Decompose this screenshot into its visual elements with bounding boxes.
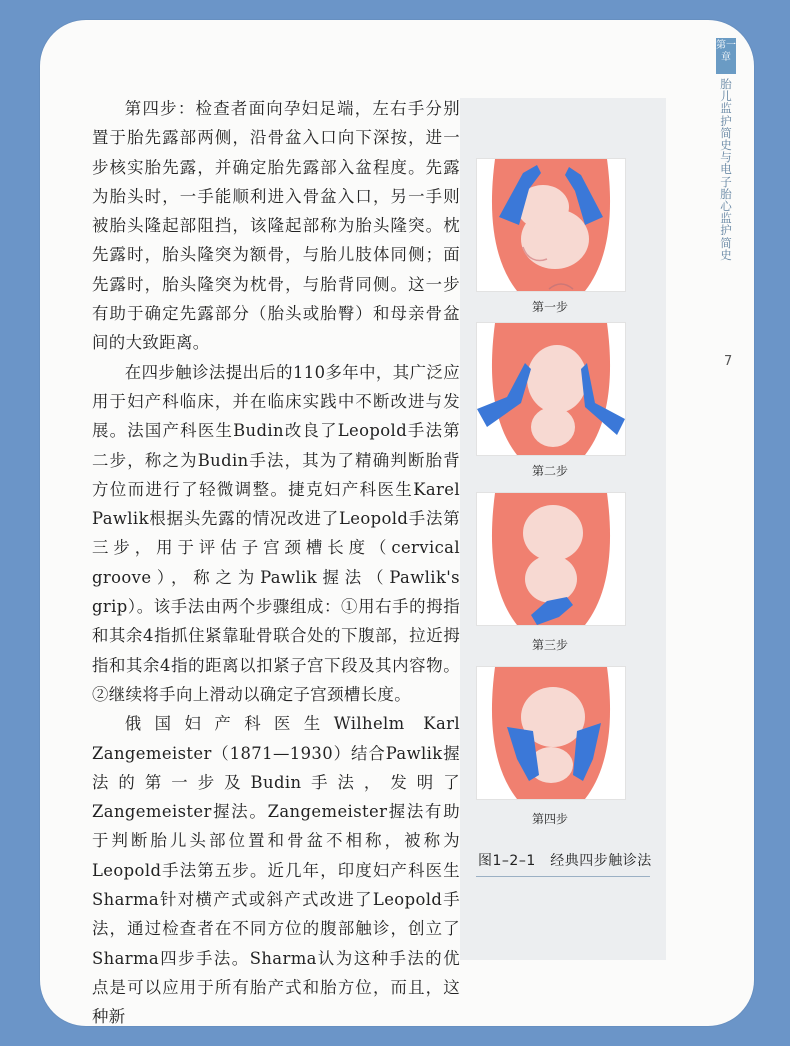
chapter-label: 第一章 xyxy=(716,38,736,74)
figure-panel-step-4 xyxy=(476,666,626,800)
page-number: 7 xyxy=(724,354,733,369)
paragraph: 俄国妇产科医生Wilhelm Karl Zangemeister（1871—1930）结合Pawlik握法的第一步及Budin手法，发明了Zangemeister握法。Zangemeister握法有助于判断胎儿头部位置和骨盆不相称，被称为Leopold手法第五步。近几年，印度妇产科医生Sharma针对横产式或斜产式改进了Leopold手法，通过检查者在不同方位的腹部触诊，创立了Sharma四步手法。Sharma认为这种手法的优点是可以应用于所有胎产式和胎方位，而且，这种新 xyxy=(92,714,460,1026)
figure-panel-step-2 xyxy=(476,322,626,456)
figure-title: 图1–2–1 经典四步触诊法 xyxy=(478,853,652,869)
panel-caption: 第四步 xyxy=(531,812,568,826)
paragraph: 在四步触诊法提出后的110多年中，其广泛应用于妇产科临床，并在临床实践中不断改进与发展。法国产科医生Budin改良了Leopold手法第二步，称之为Budin手法，其为了精确判断胎背方位而进行了轻微调整。捷克妇产科医生Karel Pawlik根据头先露的情况改进了Leopold手法第三步，用于评估子宫颈槽长度（cervical groove），称之为Pawlik握法（Pawlik's grip）。该手法由两个步骤组成：①用右手的拇指和其余4指抓住紧靠耻骨联合处的下腹部，拉近拇指和其余4指的距离以扣紧子宫下段及其内容物。②继续将手向上滑动以确定子宫颈槽长度。 xyxy=(92,362,460,704)
panel-caption: 第一步 xyxy=(531,300,568,314)
panel-caption: 第二步 xyxy=(531,464,568,478)
book-page xyxy=(40,20,754,1026)
chapter-side-tab xyxy=(716,38,736,261)
paragraph: 第四步：检查者面向孕妇足端，左右手分别置于胎先露部两侧，沿骨盆入口向下深按，进一步核实胎先露，并确定胎先露部入盆程度。先露为胎头时，一手能顺利进入骨盆入口，另一手则被胎头隆起部阻挡，该隆起部称为胎头隆突。枕先露时，胎头隆突为额骨，与胎儿肢体同侧；面先露时，胎头隆突为枕骨，与胎背同侧。这一步有助于确定先露部分（胎头或胎臀）和母亲骨盆间的大致距离。 xyxy=(92,99,460,353)
panel-caption: 第三步 xyxy=(531,638,568,652)
figure-panel-step-1 xyxy=(476,158,626,292)
figure-title-underline xyxy=(476,876,650,877)
body-text xyxy=(92,94,460,1026)
running-title: 胎儿监护简史与电子胎心监护简史 xyxy=(720,77,732,262)
figure-panel-step-3 xyxy=(476,492,626,626)
